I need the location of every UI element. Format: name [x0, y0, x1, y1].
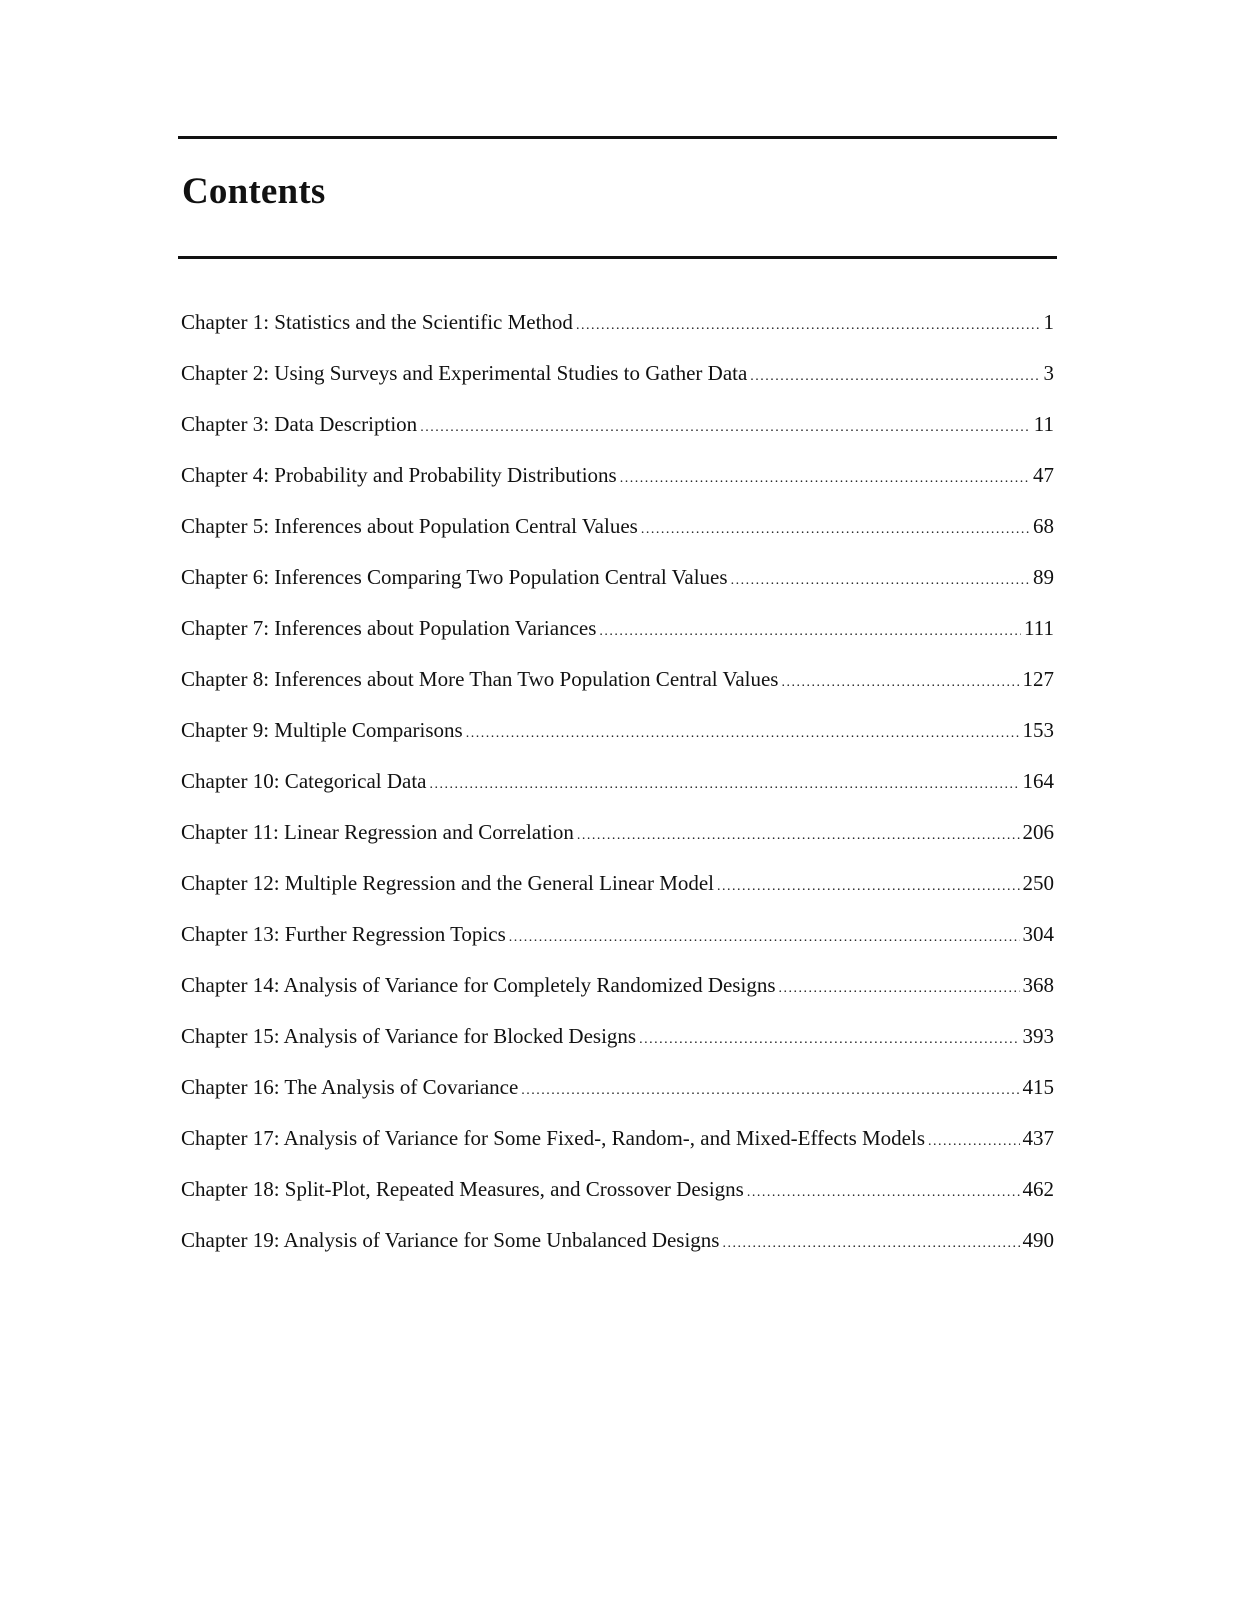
- toc-dot-leader: [576, 309, 1041, 343]
- toc-entry[interactable]: [181, 713, 1054, 764]
- toc-entry-page-number: 206: [1022, 820, 1054, 844]
- toc-entry-page-number: 47: [1033, 463, 1054, 487]
- toc-dot-leader: [466, 717, 1020, 751]
- toc-dot-leader: [521, 1074, 1019, 1108]
- toc-dot-leader: [731, 564, 1030, 598]
- toc-dot-leader: [747, 1176, 1020, 1210]
- table-of-contents: [181, 305, 1054, 1274]
- toc-entry-label: Chapter 4: Probability and Probability Distributions: [181, 463, 617, 487]
- toc-entry[interactable]: [181, 1223, 1054, 1274]
- toc-entry-page-number: 111: [1024, 616, 1054, 640]
- toc-dot-leader: [599, 615, 1021, 649]
- toc-dot-leader: [781, 666, 1019, 700]
- toc-entry-page-number: 11: [1033, 412, 1054, 436]
- toc-entry-label: Chapter 16: The Analysis of Covariance: [181, 1075, 519, 1099]
- toc-dot-leader: [577, 819, 1020, 853]
- toc-entry-label: Chapter 3: Data Description: [181, 412, 418, 436]
- toc-entry-label: Chapter 14: Analysis of Variance for Completely Randomized Designs: [181, 973, 776, 997]
- toc-entry[interactable]: [181, 866, 1054, 917]
- toc-entry[interactable]: [181, 1121, 1054, 1172]
- bottom-rule: [178, 256, 1057, 259]
- toc-entry-label: Chapter 13: Further Regression Topics: [181, 922, 506, 946]
- page-title: Contents: [182, 171, 326, 212]
- toc-entry-page-number: 250: [1022, 871, 1054, 895]
- toc-dot-leader: [750, 360, 1040, 394]
- toc-entry-page-number: 68: [1033, 514, 1054, 538]
- toc-entry[interactable]: [181, 509, 1054, 560]
- toc-entry[interactable]: [181, 1070, 1054, 1121]
- toc-dot-leader: [641, 513, 1030, 547]
- toc-entry-label: Chapter 10: Categorical Data: [181, 769, 427, 793]
- toc-dot-leader: [722, 1227, 1019, 1261]
- toc-entry-label: Chapter 5: Inferences about Population Central Values: [181, 514, 638, 538]
- toc-dot-leader: [928, 1125, 1020, 1159]
- toc-entry-label: Chapter 7: Inferences about Population Variances: [181, 616, 597, 640]
- toc-entry-page-number: 153: [1022, 718, 1054, 742]
- toc-entry-label: Chapter 9: Multiple Comparisons: [181, 718, 463, 742]
- top-rule: [178, 136, 1057, 139]
- toc-entry[interactable]: [181, 1019, 1054, 1070]
- toc-entry-label: Chapter 19: Analysis of Variance for Some Unbalanced Designs: [181, 1228, 720, 1252]
- toc-entry[interactable]: [181, 1172, 1054, 1223]
- toc-dot-leader: [639, 1023, 1019, 1057]
- toc-entry[interactable]: [181, 560, 1054, 611]
- toc-entry-page-number: 462: [1022, 1177, 1054, 1201]
- toc-entry-page-number: 393: [1022, 1024, 1054, 1048]
- toc-entry-page-number: 304: [1022, 922, 1054, 946]
- toc-entry-page-number: 437: [1022, 1126, 1054, 1150]
- toc-entry-label: Chapter 2: Using Surveys and Experimental Studies to Gather Data: [181, 361, 748, 385]
- toc-entry-page-number: 415: [1022, 1075, 1054, 1099]
- toc-entry[interactable]: [181, 356, 1054, 407]
- toc-entry-label: Chapter 6: Inferences Comparing Two Population Central Values: [181, 565, 728, 589]
- toc-entry-page-number: 127: [1022, 667, 1054, 691]
- toc-entry-label: Chapter 1: Statistics and the Scientific Method: [181, 310, 573, 334]
- toc-entry[interactable]: [181, 968, 1054, 1019]
- toc-entry[interactable]: [181, 764, 1054, 815]
- toc-dot-leader: [779, 972, 1020, 1006]
- toc-entry[interactable]: [181, 458, 1054, 509]
- toc-entry[interactable]: [181, 815, 1054, 866]
- toc-dot-leader: [509, 921, 1020, 955]
- toc-entry[interactable]: [181, 662, 1054, 713]
- toc-entry-page-number: 164: [1022, 769, 1054, 793]
- toc-entry-page-number: 3: [1043, 361, 1054, 385]
- toc-entry-label: Chapter 12: Multiple Regression and the General Linear Model: [181, 871, 715, 895]
- toc-entry-page-number: 490: [1022, 1228, 1054, 1252]
- toc-entry[interactable]: [181, 407, 1054, 458]
- toc-entry-page-number: 1: [1043, 310, 1054, 334]
- toc-dot-leader: [420, 411, 1031, 445]
- toc-entry-label: Chapter 11: Linear Regression and Correlation: [181, 820, 574, 844]
- toc-entry[interactable]: [181, 917, 1054, 968]
- toc-dot-leader: [717, 870, 1019, 904]
- toc-dot-leader: [620, 462, 1030, 496]
- toc-dot-leader: [430, 768, 1020, 802]
- toc-entry[interactable]: [181, 305, 1054, 356]
- toc-entry-label: Chapter 18: Split-Plot, Repeated Measures, and Crossover Designs: [181, 1177, 744, 1201]
- toc-entry-page-number: 368: [1022, 973, 1054, 997]
- toc-entry-label: Chapter 8: Inferences about More Than Two Population Central Values: [181, 667, 779, 691]
- toc-entry-label: Chapter 15: Analysis of Variance for Blocked Designs: [181, 1024, 637, 1048]
- toc-entry-page-number: 89: [1033, 565, 1054, 589]
- toc-entry-label: Chapter 17: Analysis of Variance for Some Fixed-, Random-, and Mixed-Effects Models: [181, 1126, 925, 1150]
- toc-entry[interactable]: [181, 611, 1054, 662]
